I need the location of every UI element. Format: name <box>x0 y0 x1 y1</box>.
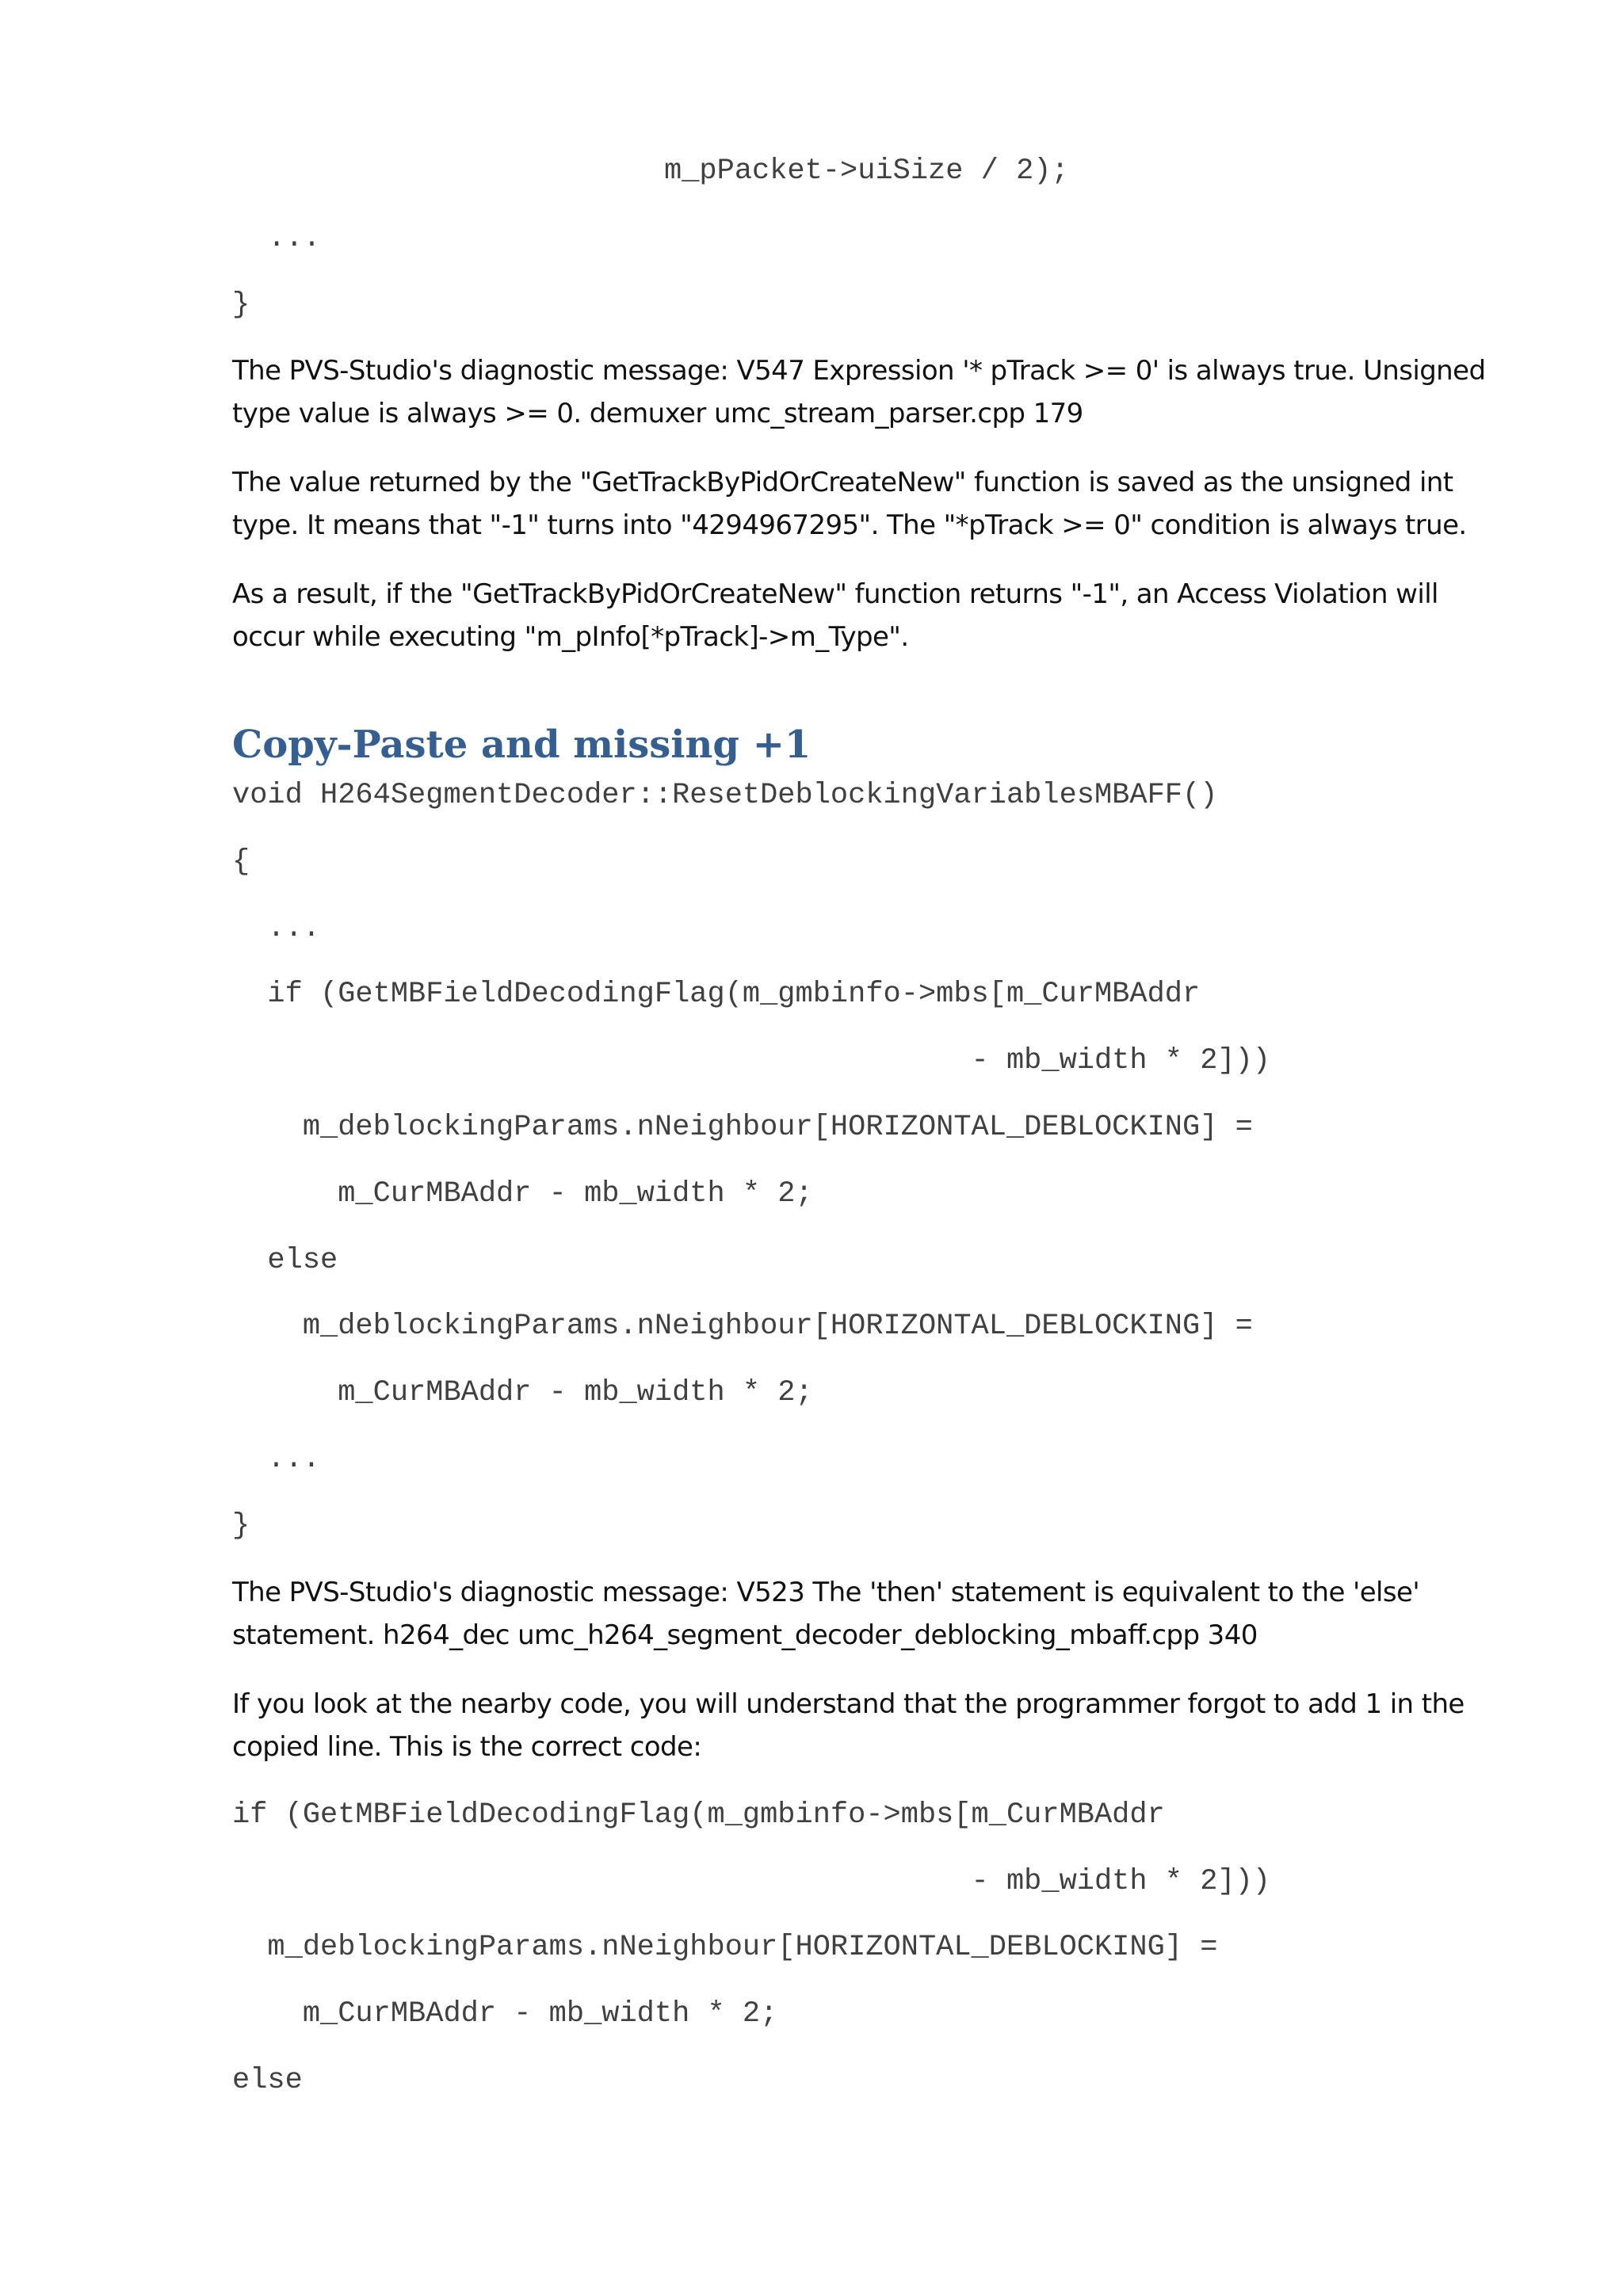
code-line: else <box>232 2064 303 2097</box>
code-line: m_CurMBAddr - mb_width * 2; <box>232 1177 813 1211</box>
code-line: - mb_width * 2])) <box>232 1865 1271 1898</box>
code-line: ... <box>232 912 321 945</box>
diagnostic-paragraph: The PVS-Studio's diagnostic message: V523 The 'then' statement is equivalent to the 'else' statement. h264_dec umc_h264_segment_decoder_deblocking_mbaff.cpp 340 <box>232 1577 1420 1651</box>
code-line: m_deblockingParams.nNeighbour[HORIZONTAL_DEBLOCKING] = <box>232 1931 1218 1964</box>
explanation-paragraph: The value returned by the "GetTrackByPidOrCreateNew" function is saved as the unsigned int type. It means that "-1" turns into "4294967295". The "*pTrack >= 0" condition is always true. <box>232 467 1467 541</box>
code-line: m_CurMBAddr - mb_width * 2; <box>232 1376 813 1409</box>
code-line: { <box>232 845 250 879</box>
code-line: } <box>232 288 250 322</box>
explanation-paragraph: If you look at the nearby code, you will understand that the programmer forgot to add 1 in the copied line. This is the correct code: <box>232 1688 1465 1763</box>
section-heading: Copy-Paste and missing +1 <box>232 723 812 767</box>
code-line: if (GetMBFieldDecodingFlag(m_gmbinfo->mbs[m_CurMBAddr <box>232 1798 1165 1832</box>
code-line: } <box>232 1509 250 1543</box>
explanation-paragraph: As a result, if the "GetTrackByPidOrCreateNew" function returns "-1", an Access Violation will occur while executing "m_pInfo[*pTrack]->m_Type". <box>232 578 1438 653</box>
code-line: m_deblockingParams.nNeighbour[HORIZONTAL_DEBLOCKING] = <box>232 1111 1253 1144</box>
code-line: - mb_width * 2])) <box>232 1044 1271 1077</box>
code-line: m_pPacket->uiSize / 2); <box>664 154 1069 188</box>
code-line: if (GetMBFieldDecodingFlag(m_gmbinfo->mbs[m_CurMBAddr <box>232 978 1201 1011</box>
code-line: m_deblockingParams.nNeighbour[HORIZONTAL_DEBLOCKING] = <box>232 1310 1253 1343</box>
code-line: void H264SegmentDecoder::ResetDeblockingVariablesMBAFF() <box>232 779 1218 812</box>
diagnostic-paragraph: The PVS-Studio's diagnostic message: V547 Expression '* pTrack >= 0' is always true. Unsigned type value is always >= 0. demuxer umc_stream_parser.cpp 179 <box>232 355 1486 429</box>
code-line: ... <box>268 222 321 255</box>
code-line: ... <box>232 1443 321 1476</box>
code-line: m_CurMBAddr - mb_width * 2; <box>232 1997 778 2031</box>
code-line: else <box>232 1244 338 1277</box>
